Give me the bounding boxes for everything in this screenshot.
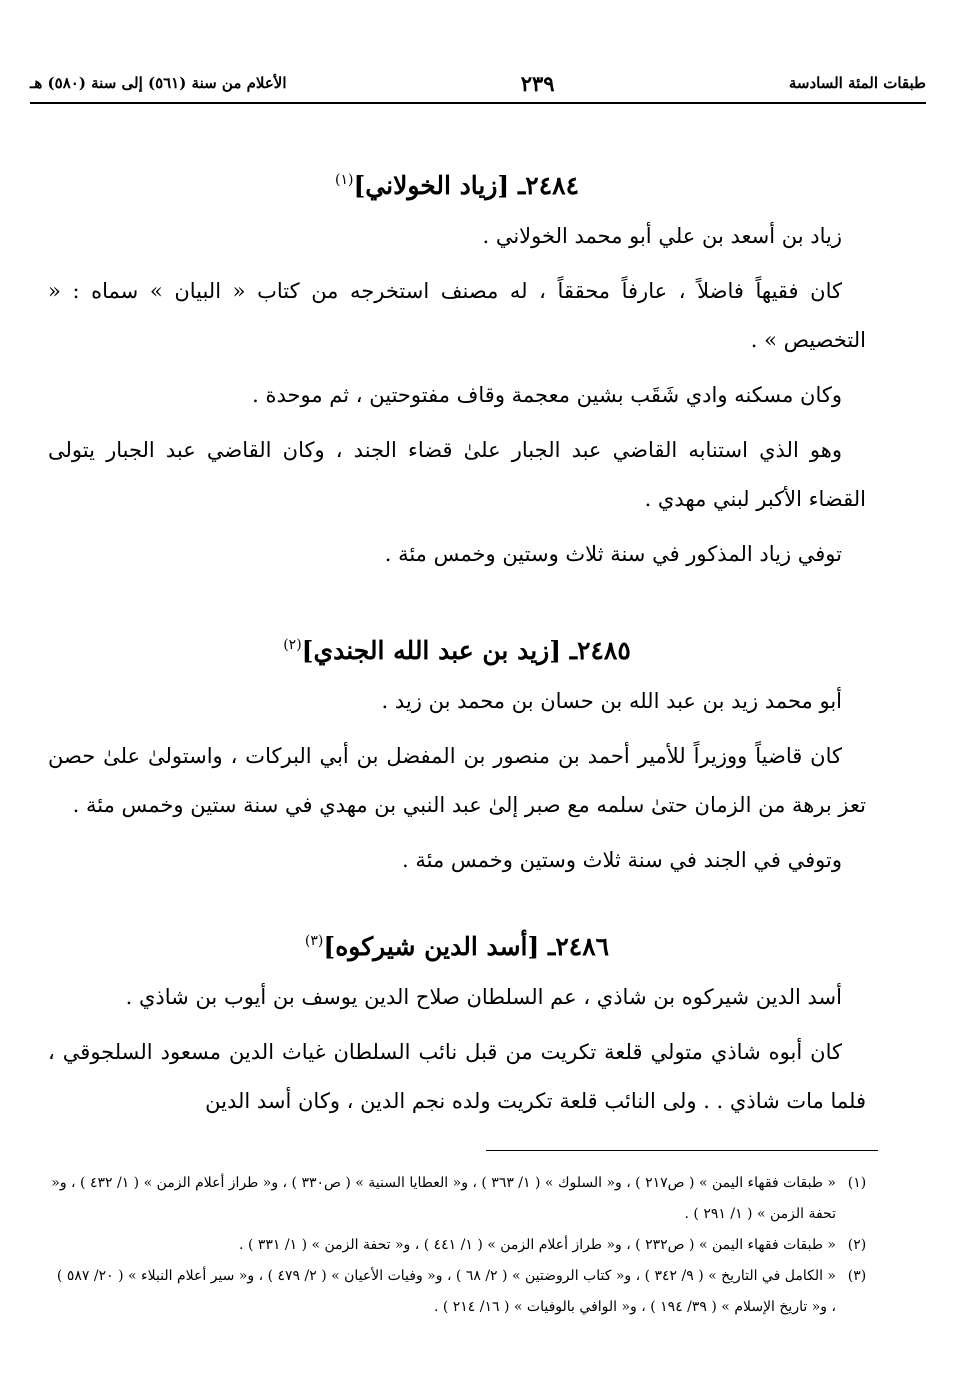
- footnote: [48, 1230, 878, 1261]
- main-text: [48, 148, 866, 1132]
- paragraph: كان أبوه شاذي متولي قلعة تكريت من قبل نائب السلطان غياث الدين مسعود السلجوقي ، فلما مات شاذي . . ولى النائب قلعة تكريت ولده نجم الدين ، وكان أسد الدين: [48, 1040, 866, 1113]
- footnote-number: (١): [847, 1175, 867, 1191]
- paragraph: توفي زياد المذكور في سنة ثلاث وستين وخمس مئة .: [384, 542, 842, 566]
- paragraph: وتوفي في الجند في سنة ثلاث وستين وخمس مئة .: [402, 848, 842, 872]
- paragraph: وهو الذي استنابه القاضي عبد الجبار علىٰ قضاء الجند ، وكان القاضي عبد الجبار يتولى القضاء الأكبر لبني مهدي .: [48, 438, 866, 511]
- footnote-text: « طبقات فقهاء اليمن » ( ص٢١٧ ) ، و« السلوك » ( ١/ ٣٦٣ ) ، و« العطايا السنية » ( ص٣٣٠ ) ، و« طراز أعلام الزمن » ( ١/ ٤٣٢ ) ، و« تحفة الزمن » ( ١/ ٢٩١ ) .: [51, 1175, 836, 1222]
- footnote-text: « الكامل في التاريخ » ( ٩/ ٣٤٢ ) ، و« كتاب الروضتين » ( ٢/ ٦٨ ) ، و« وفيات الأعيان » ( ٢/ ٤٧٩ ) ، و« سير أعلام النبلاء » ( ٢٠/ ٥٨٧ ) ، و« تاريخ الإسلام » ( ٣٩/ ١٩٤ ) ، و« الوافي بالوفيات » ( ١٦/ ٢١٤ ) .: [56, 1268, 836, 1315]
- footnote: [48, 1261, 878, 1323]
- footnote-ref: (٢): [283, 637, 302, 653]
- paragraph: أسد الدين شيركوه بن شاذي ، عم السلطان صلاح الدين يوسف بن أيوب بن شاذي .: [125, 985, 842, 1009]
- footnote-ref: (١): [334, 172, 354, 188]
- footnote-rule: [486, 1150, 878, 1151]
- entry-title: [48, 160, 866, 206]
- footnote-text: « طبقات فقهاء اليمن » ( ص٢٣٢ ) ، و« طراز أعلام الزمن » ( ١/ ٤٤١ ) ، و« تحفة الزمن » ( ١/ ٣٣١ ) .: [239, 1237, 836, 1253]
- entry-title: [48, 921, 866, 967]
- footnote-number: (٢): [847, 1237, 867, 1253]
- footnote-number: (٣): [847, 1268, 867, 1284]
- footnote-ref: (٣): [304, 933, 324, 949]
- entry-title-text: ٢٤٨٥ـ [زيد بن عبد الله الجندي]: [301, 636, 631, 665]
- page-number: ٢٣٩: [520, 70, 555, 96]
- paragraph: زياد بن أسعد بن علي أبو محمد الخولاني .: [482, 224, 842, 248]
- header-rule: [30, 102, 926, 104]
- paragraph: كان قاضياً ووزيراً للأمير أحمد بن منصور بن المفضل بن أبي البركات ، واستولىٰ علىٰ حصن تعز برهة من الزمان حتىٰ سلمه مع صبر إلىٰ عبد النبي بن مهدي في سنة ستين وخمس مئة .: [48, 744, 866, 817]
- footnote: [48, 1168, 878, 1230]
- paragraph: وكان مسكنه وادي شَقَب بشين معجمة وقاف مفتوحتين ، ثم موحدة .: [252, 383, 842, 407]
- entry-title: [48, 625, 866, 671]
- header-range-title: الأعلام من سنة (٥٦١) إلى سنة (٥٨٠) هـ: [30, 74, 287, 92]
- header-section-title: طبقات المئة السادسة: [788, 74, 926, 92]
- paragraph: أبو محمد زيد بن عبد الله بن حسان بن محمد بن زيد .: [381, 689, 842, 713]
- footnotes: [48, 1168, 878, 1323]
- entry-title-text: ٢٤٨٤ـ [زياد الخولاني]: [353, 171, 580, 200]
- paragraph: كان فقيهاً فاضلاً ، عارفاً محققاً ، له مصنف استخرجه من كتاب « البيان » سماه : « التخصيص » .: [48, 279, 866, 352]
- entry-title-text: ٢٤٨٦ـ [أسد الدين شيركوه]: [323, 932, 610, 961]
- running-header: [30, 68, 926, 98]
